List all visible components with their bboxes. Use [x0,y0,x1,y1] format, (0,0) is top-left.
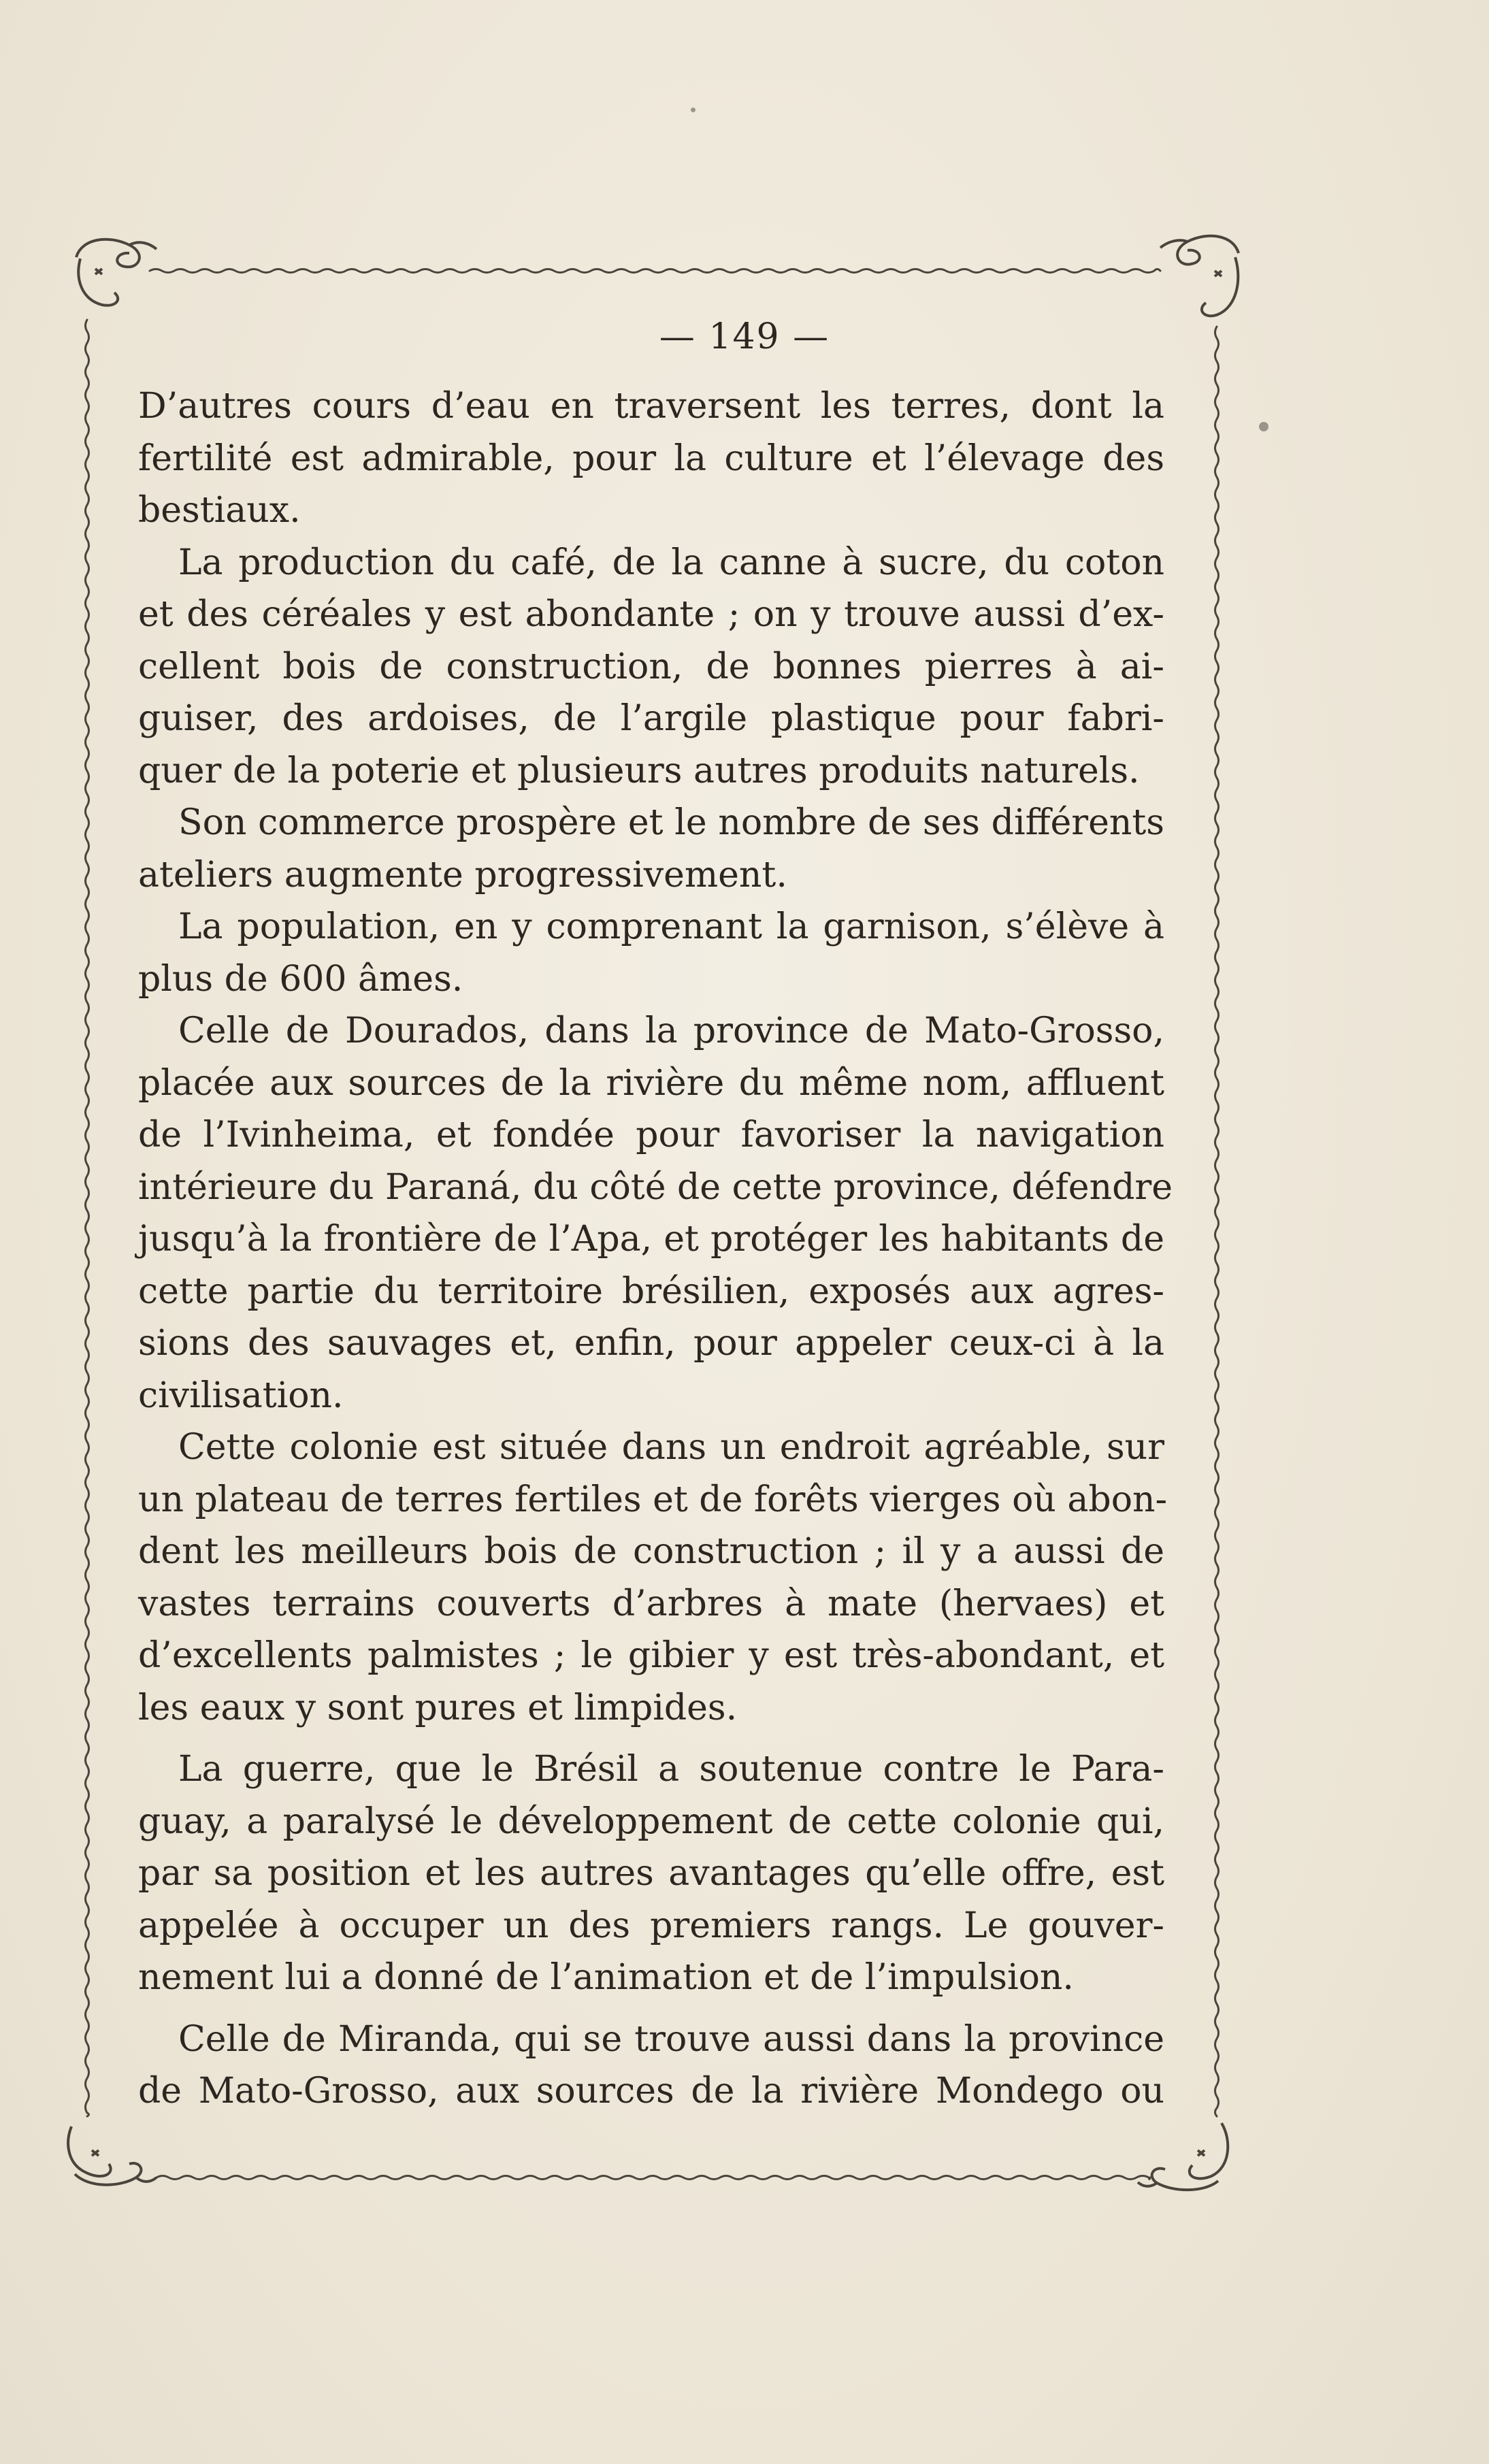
body-text [138,380,1173,2118]
text-line: intérieure du Paraná, du côté de cette province, défendre [138,1166,1173,1208]
text-line: D’autres cours d’eau en traversent les terres, dont la [138,386,1164,427]
text-line: appelée à occuper un des premiers rangs. Le gouver- [138,1905,1164,1946]
text-line: placée aux sources de la rivière du même nom, affluent [138,1062,1164,1104]
paragraph [138,537,1164,798]
text-line: par sa position et les autres avantages qu’elle offre, est [138,1853,1164,1894]
text-line: fertilité est admirable, pour la culture et l’élevage des [138,438,1164,479]
text-line: La production du café, de la canne à sucre, du coton [178,542,1164,583]
text-line: les eaux y sont pures et limpides. [138,1687,738,1728]
paragraph [138,797,1164,901]
border-left-rule [86,320,89,2116]
text-line: sions des sauvages et, enfin, pour appeler ceux-ci à la [138,1323,1164,1364]
paragraph [138,1422,1168,1734]
paragraph [138,2014,1164,2118]
text-line: Celle de Miranda, qui se trouve aussi dans la province [178,2018,1164,2060]
text-line: guiser, des ardoises, de l’argile plastique pour fabri- [138,698,1164,739]
text-line: cellent bois de construction, de bonnes pierres à ai- [138,646,1164,687]
text-line: La population, en y comprenant la garnison, s’élève à [178,906,1164,947]
text-line: civilisation. [138,1375,344,1416]
paragraph [138,1743,1164,2004]
paragraph-gap [138,1734,1164,1743]
paragraph [138,380,1164,537]
text-line: jusqu’à la frontière de l’Apa, et protéger les habitants de [138,1219,1164,1260]
text-line: et des céréales y est abondante ; on y trouve aussi d’ex- [138,594,1164,635]
text-line: bestiaux. [138,490,301,531]
paragraph-gap [138,2004,1164,2014]
text-line: nement lui a donné de l’animation et de l’impulsion. [138,1957,1074,1998]
text-line: de l’Ivinheima, et fondée pour favoriser la navigation [138,1115,1164,1155]
text-line: plus de 600 âmes. [138,958,463,1000]
corner-ornament-top-left [76,240,157,306]
border-bottom-rule [157,2176,1150,2180]
border-top-rule [150,269,1160,273]
paper-speck [691,108,696,112]
text-line: un plateau de terres fertiles et de forêts vierges où abon- [138,1479,1168,1520]
text-line: Celle de Dourados, dans la province de Mato-Grosso, [178,1011,1164,1051]
text-line: d’excellents palmistes ; le gibier y est très-abondant, et [138,1635,1164,1676]
text-line: cette partie du territoire brésilien, exposés aux agres- [138,1270,1164,1312]
text-line: dent les meilleurs bois de construction ; il y a aussi de [138,1531,1164,1572]
text-line: La guerre, que le Brésil a soutenue contre le Para- [178,1749,1164,1790]
paragraph [138,901,1164,1005]
text-line: ateliers augmente progressivement. [138,854,787,896]
page-number: — 149 — [659,316,830,357]
paragraph [138,1005,1173,1422]
corner-ornament-bottom-left [68,2126,157,2185]
paper-speck [1259,422,1269,431]
corner-ornament-bottom-right [1138,2123,1228,2190]
corner-ornament-top-right [1160,236,1239,316]
text-line: Son commerce prospère et le nombre de ses différents [178,802,1164,843]
border-right-rule [1215,327,1219,2116]
text-line: quer de la poterie et plusieurs autres produits naturels. [138,750,1140,791]
text-line: Cette colonie est située dans un endroit agréable, sur [178,1427,1164,1468]
text-line: vastes terrains couverts d’arbres à mate (hervaes) et [138,1583,1164,1624]
text-line: de Mato-Grosso, aux sources de la rivière Mondego ou [138,2071,1164,2112]
text-line: guay, a paralysé le développement de cette colonie qui, [138,1801,1164,1842]
